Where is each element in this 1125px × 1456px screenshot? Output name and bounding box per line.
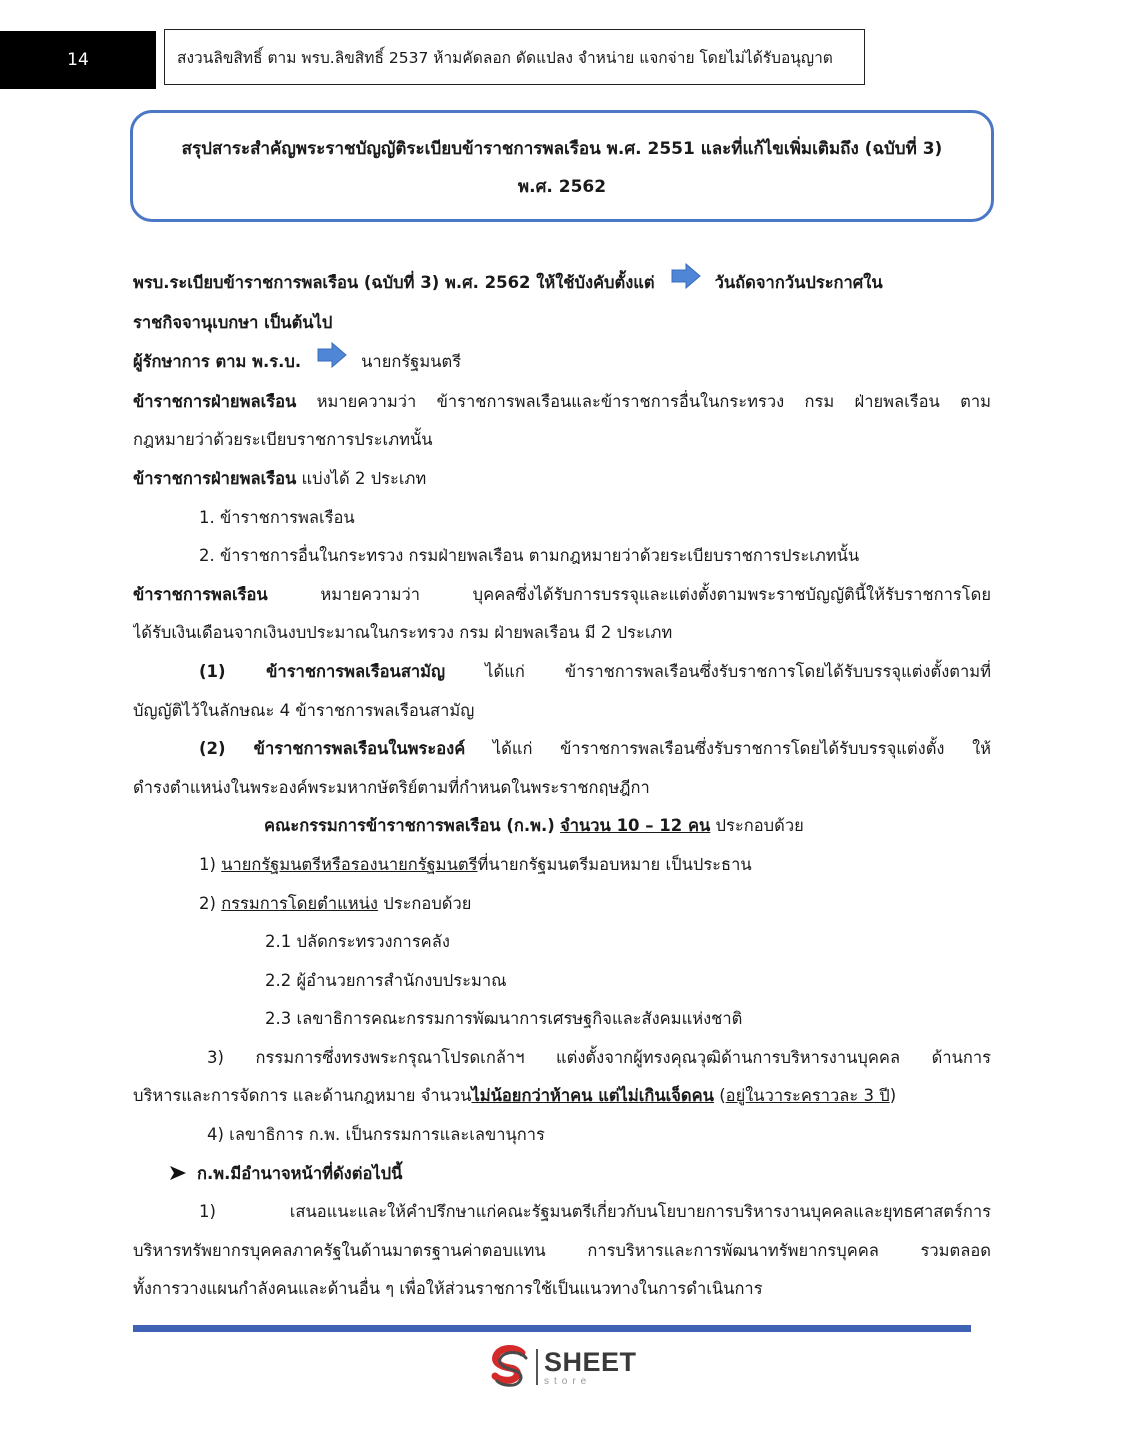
copyright-notice: สงวนลิขสิทธิ์ ตาม พรบ.ลิขสิทธิ์ 2537 ห้ามคัดลอก ดัดแปลง จำหน่าย แจกจ่าย โดยไม่ได้รับอนุญาต [164,29,865,85]
types-line [133,460,991,499]
def-civil-servant-term: ข้าราชการพลเรือน [133,584,268,604]
types-item-1: 1. ข้าราชการพลเรือน [199,507,355,527]
powers-heading: ก.พ.มีอำนาจหน้าที่ดังต่อไปนี้ [197,1163,403,1183]
page-number: 14 [0,31,156,89]
commission-sub-3: 2.3 เลขาธิการคณะกรรมการพัฒนาการเศรษฐกิจและสังคมแห่งชาติ [265,1009,743,1029]
def-civil-side-line-2: กฎหมายว่าด้วยระเบียบราชการประเภทนั้น [133,430,433,450]
ordinary-term: (1) ข้าราชการพลเรือนสามัญ [199,661,446,681]
commission-item-1-rest: ที่นายกรัฐมนตรีมอบหมาย เป็นประธาน [477,854,752,874]
powers-line-2: บริหารทรัพยากรบุคคลภาครัฐในด้านมาตรฐานค่าตอบแทน การบริหารและการพัฒนาทรัพยากรบุคคล รวมตลอด [133,1240,991,1260]
commission-sub-1: 2.1 ปลัดกระทรวงการคลัง [265,932,450,952]
def-civil-side-line-1 [133,383,991,422]
types-item-2: 2. ข้าราชการอื่นในกระทรวง กรมฝ่ายพลเรือน ตามกฎหมายว่าด้วยระเบียบราชการประเภทนั้น [199,546,860,566]
commission-count: จำนวน 10 – 12 คน [560,816,711,836]
commission-item-3-term: อยู่ในวาระคราวละ 3 ปี [725,1086,890,1106]
commission-item-3-text: บริหารและการจัดการ และด้านกฎหมาย จำนวน [133,1086,472,1106]
commission-item-2-ex-officio: กรรมการโดยตำแหน่ง [221,893,378,913]
royal-term: (2) ข้าราชการพลเรือนในพระองค์ [199,739,466,759]
caretaker-value: นายกรัฐมนตรี [361,351,462,371]
royal-line-2: ดำรงตำแหน่งในพระองค์พระมหากษัตริย์ตามที่กำหนดในพระราชกฤษฎีกา [133,777,650,797]
commission-item-3-line-1: 3) กรรมการซึ่งทรงพระกรุณาโปรดเกล้าฯ แต่งตั้งจากผู้ทรงคุณวุฒิด้านการบริหารงานบุคคล ด้านการ [207,1047,991,1067]
royal-line-1 [133,730,991,769]
sheet-store-logo [486,1343,636,1391]
caretaker-label: ผู้รักษาการ ตาม พ.ร.บ. [133,351,302,371]
royal-text: ได้แก่ ข้าราชการพลเรือนซึ่งรับราชการโดยได้รับบรรจุแต่งตั้ง ให้ [465,739,991,759]
logo-subtext: store [544,1376,592,1387]
def-civil-side-text: หมายความว่า ข้าราชการพลเรือนและข้าราชการอื่นในกระทรวง กรม ฝ่ายพลเรือน ตาม [296,391,991,411]
types-term: ข้าราชการฝ่ายพลเรือน [133,468,297,488]
types-text: แบ่งได้ 2 ประเภท [296,468,427,488]
commission-title: คณะกรรมการข้าราชการพลเรือน (ก.พ.) [264,816,555,836]
arrowhead-bullet-icon [169,1164,187,1183]
logo-word: SHEET [544,1347,637,1377]
commission-item-3-count: ไม่น้อยกว่าห้าคน แต่ไม่เกินเจ็ดคน [471,1086,714,1106]
powers-heading-line [133,1155,991,1194]
title-line-2: พ.ศ. 2562 [517,177,607,197]
effective-lead: พรบ.ระเบียบข้าราชการพลเรือน (ฉบับที่ 3) พ.ศ. 2562 ให้ใช้บังคับตั้งแต่ [133,272,655,292]
effective-date-line [133,263,991,304]
powers-line-3: ทั้งการวางแผนกำลังคนและด้านอื่น ๆ เพื่อให้ส่วนราชการใช้เป็นแนวทางในการดำเนินการ [133,1279,763,1299]
commission-heading [133,807,991,846]
title-box [130,110,994,222]
commission-item-1-chair: นายกรัฐมนตรีหรือรองนายกรัฐมนตรี [221,854,478,874]
def-civil-servant-text: หมายความว่า บุคคลซึ่งได้รับการบรรจุและแต่งตั้งตามพระราชบัญญัตินี้ให้รับราชการโดย [267,584,991,604]
document-body [133,263,991,1309]
effective-tail: วันถัดจากวันประกาศใน [714,272,883,292]
commission-item-2-num: 2) [199,893,216,913]
effective-line-2: ราชกิจจานุเบกษา เป็นต้นไป [133,312,333,332]
logo-divider [536,1349,538,1385]
commission-item-1-num: 1) [199,854,216,874]
commission-item-4: 4) เลขาธิการ ก.พ. เป็นกรรมการและเลขานุการ [207,1125,545,1145]
logo-s-icon [486,1344,532,1390]
commission-item-2 [133,885,991,924]
commission-item-2-rest: ประกอบด้วย [377,893,472,913]
caretaker-line [133,342,991,383]
footer-divider [133,1325,971,1332]
ordinary-line-1 [133,653,991,692]
def-civil-side-term: ข้าราชการฝ่ายพลเรือน [133,391,297,411]
commission-item-1 [133,846,991,885]
ordinary-text: ได้แก่ ข้าราชการพลเรือนซึ่งรับราชการโดยได้รับบรรจุแต่งตั้งตามที่ [445,661,991,681]
commission-item-3-line-2: บริหารและการจัดการ และด้านกฎหมาย จำนวนไม่น้อยกว่าห้าคน แต่ไม่เกินเจ็ดคน (อยู่ในวาระคราวละ 3 ปี) [133,1086,897,1106]
def-civil-servant-line-2: ได้รับเงินเดือนจากเงินงบประมาณในกระทรวง กรม ฝ่ายพลเรือน มี 2 ประเภท [133,623,673,643]
right-arrow-icon [671,263,701,304]
commission-tail: ประกอบด้วย [715,816,804,836]
ordinary-line-2: บัญญัติไว้ในลักษณะ 4 ข้าราชการพลเรือนสามัญ [133,700,475,720]
def-civil-servant-line-1 [133,576,991,615]
commission-sub-2: 2.2 ผู้อำนวยการสำนักงบประมาณ [265,970,507,990]
title-line-1: สรุปสาระสำคัญพระราชบัญญัติระเบียบข้าราชการพลเรือน พ.ศ. 2551 และที่แก้ไขเพิ่มเติมถึง (ฉบับที่ 3) [181,139,943,159]
right-arrow-icon [317,342,347,383]
powers-line-1: 1) เสนอแนะและให้คำปรึกษาแก่คณะรัฐมนตรีเกี่ยวกับนโยบายการบริหารงานบุคคลและยุทธศาสตร์การ [199,1202,991,1222]
